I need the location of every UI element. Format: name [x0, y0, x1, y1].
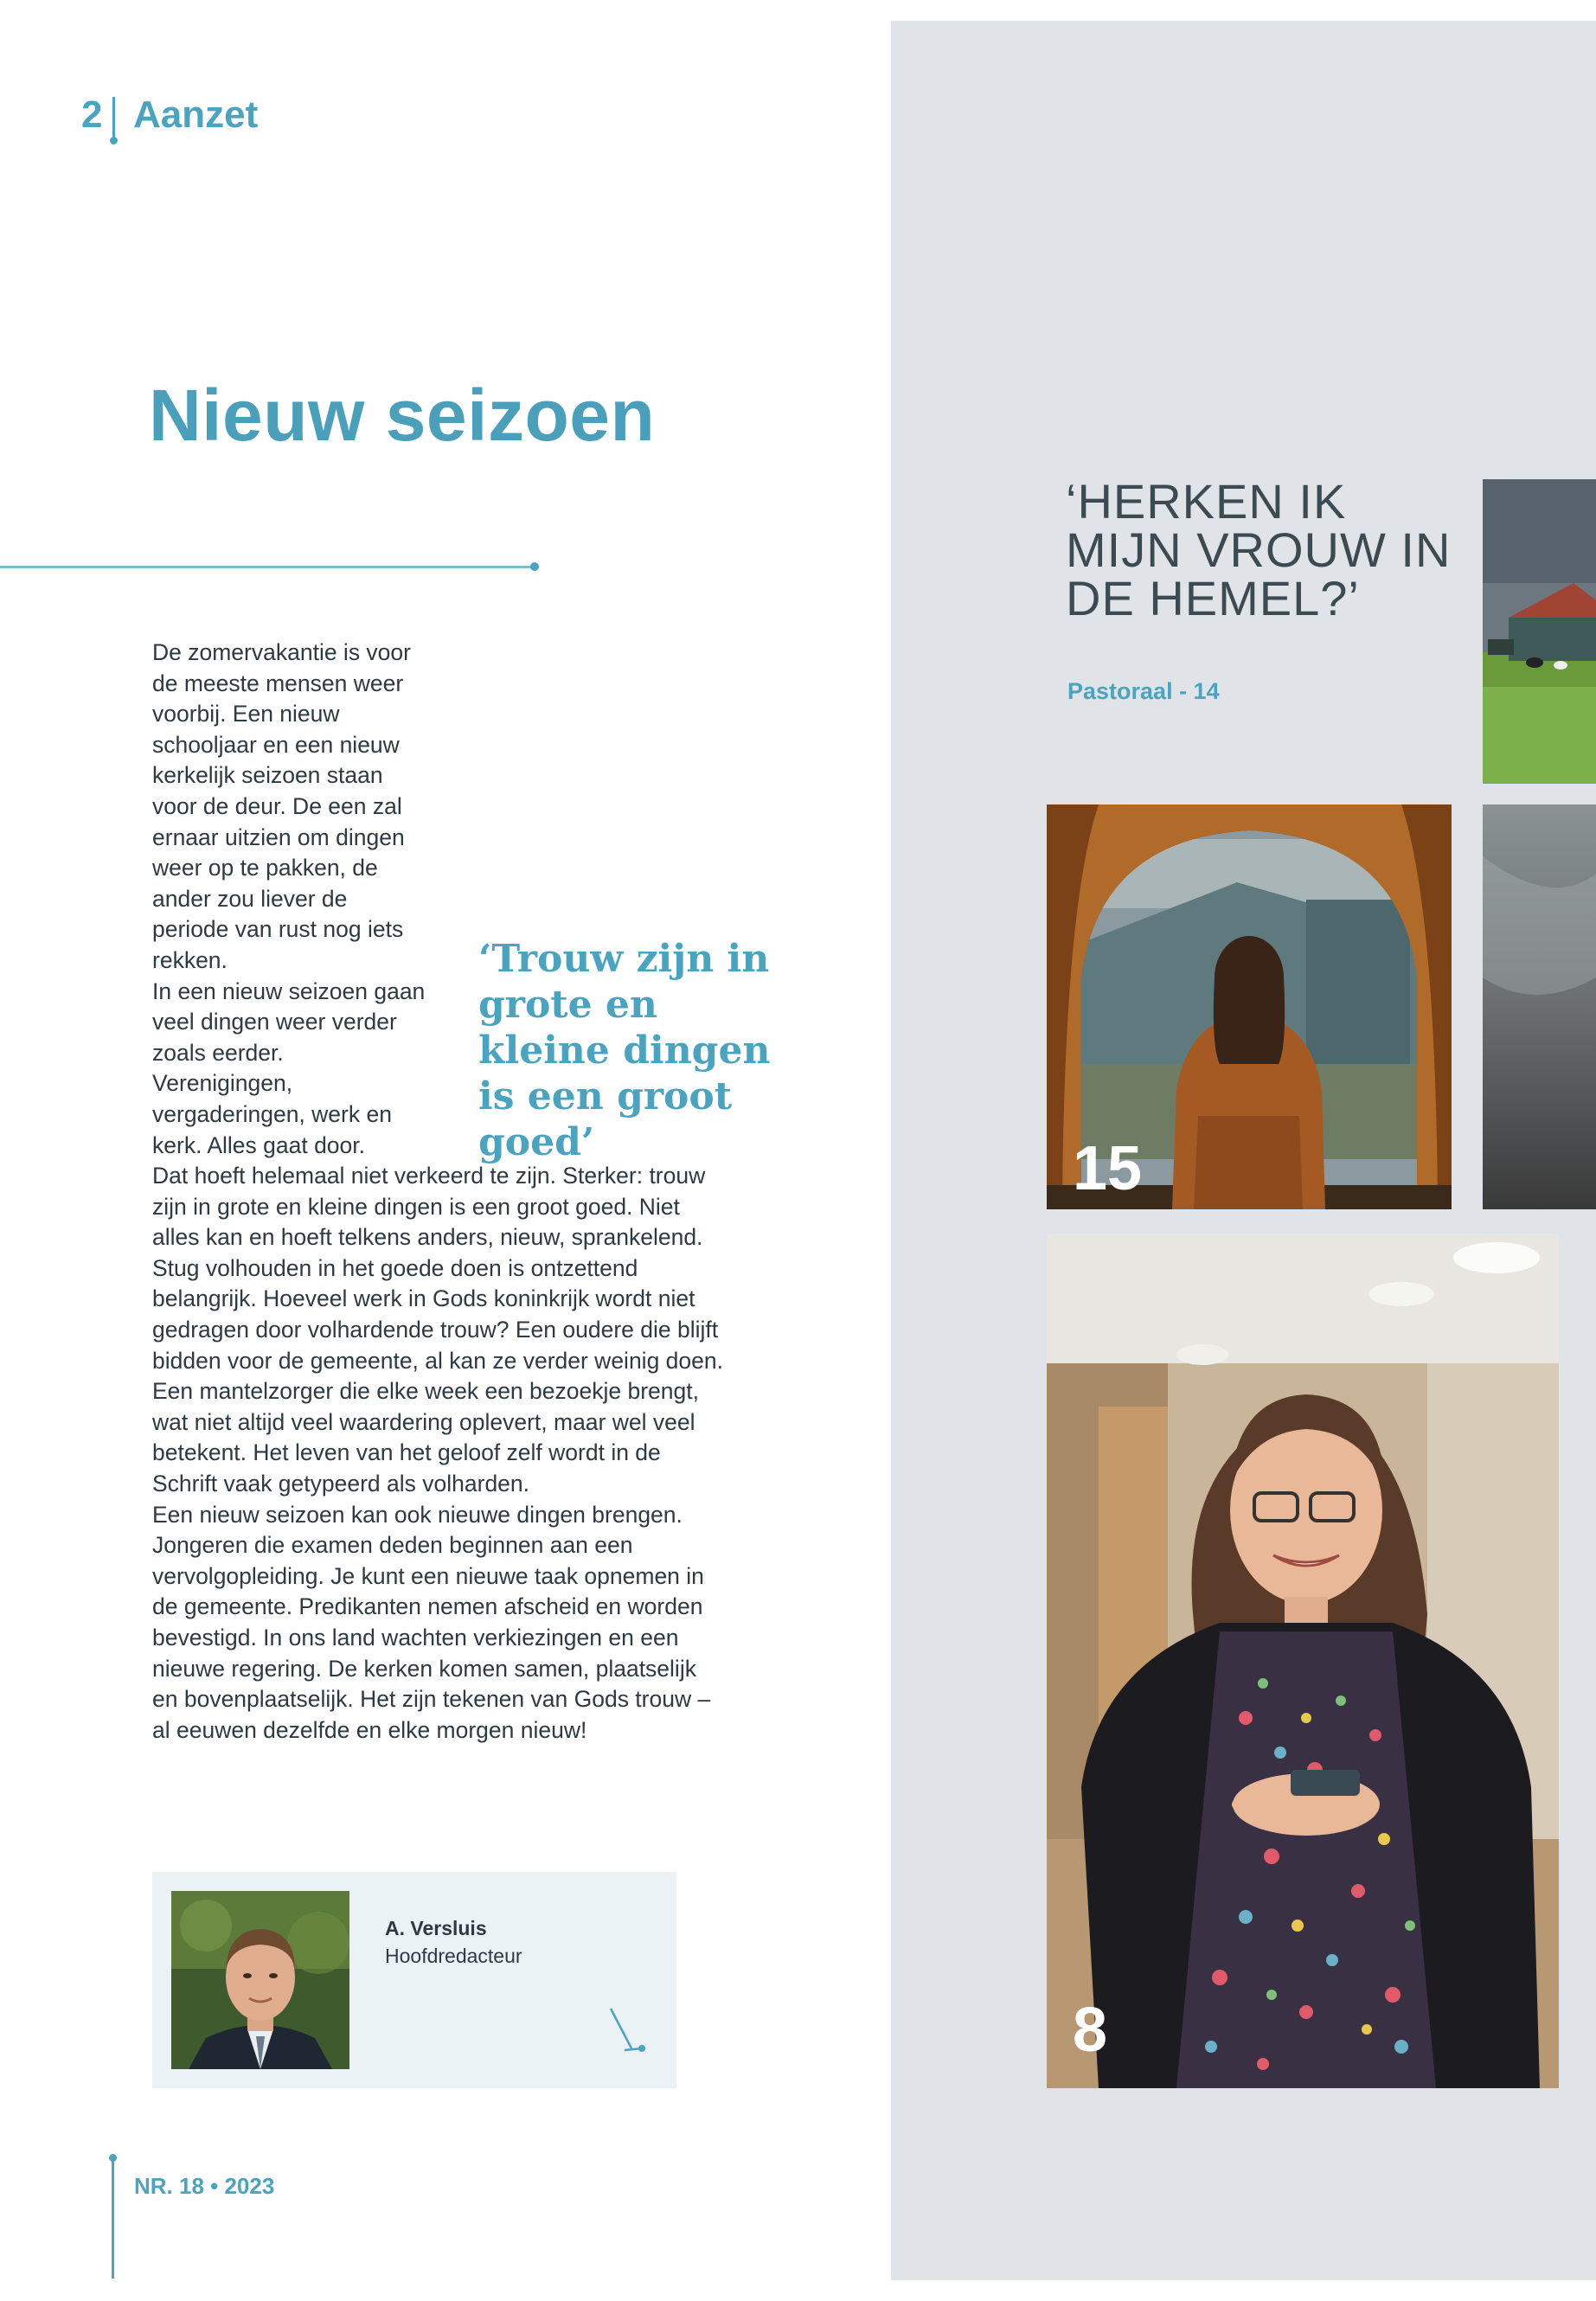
issue-number: NR. 18 • 2023	[134, 2173, 275, 2199]
title-divider-dot	[530, 562, 539, 571]
farm-photo[interactable]	[1483, 479, 1596, 784]
article-paragraph: De zomervakantie is voor de meeste mensen weer voorbij. Een nieuw schooljaar en een nieuw kerkelijk seizoen staan voor de deur. De een zal ernaar uitzien om dingen weer op te pakken, de ander zou liever de periode van rust nog iets rekken.	[152, 639, 411, 973]
woman-photo[interactable]	[1047, 1234, 1559, 2088]
author-name: A. Versluis	[385, 1917, 487, 1939]
article-paragraph: In een nieuw seizoen gaan veel dingen weer verder zoals eerder. Verenigingen, vergaderingen, werk en kerk. Alles gaat door.	[152, 977, 426, 1158]
header-divider-dot	[110, 137, 118, 144]
dark-photo[interactable]	[1483, 804, 1596, 1209]
header-divider	[112, 97, 115, 140]
author-role: Hoofdredacteur	[385, 1945, 522, 1967]
feature-title[interactable]: ‘HERKEN IK MIJN VROUW IN DE HEMEL?’	[1066, 474, 1452, 625]
author-photo	[171, 1891, 349, 2069]
pen-icon	[606, 2005, 647, 2057]
feature-reference[interactable]: Pastoraal - 14	[1067, 678, 1220, 704]
pull-quote: ‘Trouw zijn in grote en kleine dingen is een groot goed’	[478, 937, 771, 1164]
page-number: 2	[81, 93, 103, 136]
article-paragraph: Dat hoeft helemaal niet verkeerd te zijn. Sterker: trouw zijn in grote en kleine dingen is een groot goed. Niet alles kan en hoeft telkens anders, nieuw, sprankelend. Stug volhouden in het goede doen is ontzettend belangrijk. Hoeveel werk in Gods koninkrijk wordt niet gedragen door volhardende trouw? Een oudere die blijft bidden voor de gemeente, al kan ze verder weinig doen. Een mantelzorger die elke week een bezoekje brengt, wat niet altijd veel waardering oplevert, maar wel veel betekent. Het leven van het geloof zelf wordt in de Schrift vaak getypeerd als volharden.	[152, 1163, 723, 1497]
page-reference-number: 8	[1073, 1996, 1108, 2065]
tent-photo[interactable]	[1047, 804, 1452, 1209]
footer-divider	[112, 2157, 114, 2279]
title-divider	[0, 566, 535, 568]
article-title: Nieuw seizoen	[149, 375, 656, 456]
article-paragraph: Een nieuw seizoen kan ook nieuwe dingen brengen. Jongeren die examen deden beginnen aan een vervolgopleiding. Je kunt een nieuwe taak opnemen in de gemeente. Predikanten nemen afscheid en worden bevestigd. In ons land wachten verkiezingen en een nieuwe regering. De kerken komen samen, plaatselijk en bovenplaatselijk. Het zijn tekenen van Gods trouw – al eeuwen dezelfde en elke morgen nieuw!	[152, 1501, 711, 1743]
footer-divider-dot	[109, 2154, 117, 2162]
page-reference-number: 15	[1073, 1134, 1143, 1203]
article-body	[152, 638, 723, 1746]
section-title: Aanzet	[133, 93, 259, 136]
